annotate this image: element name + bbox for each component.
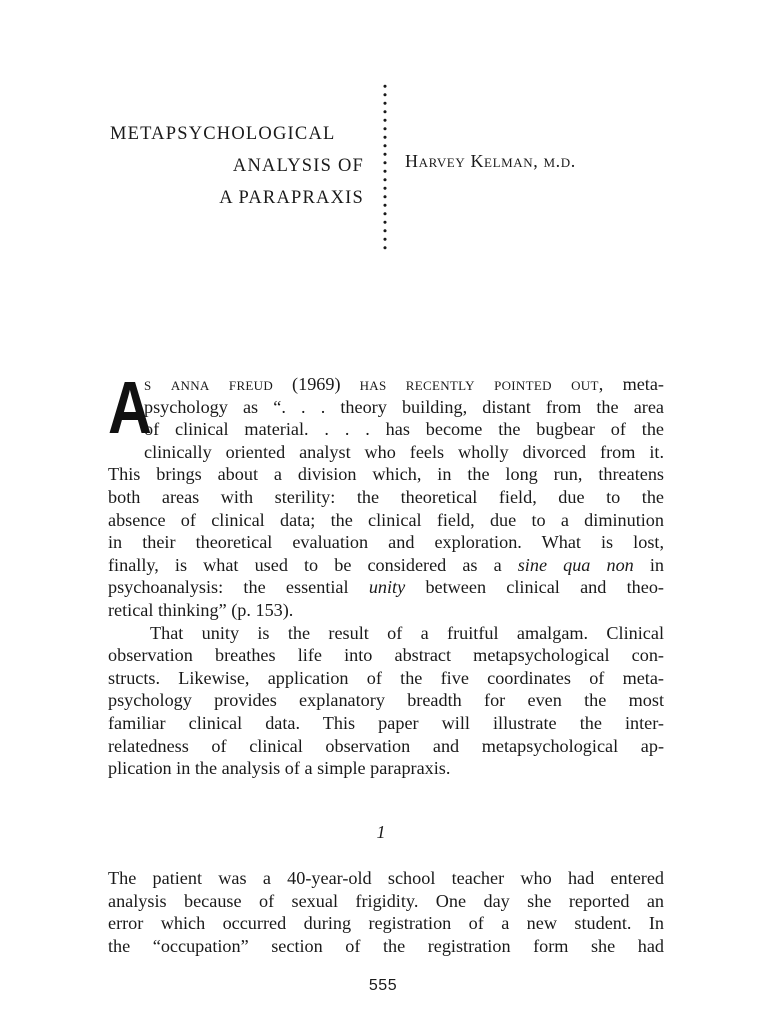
drop-cap: A [108, 366, 152, 449]
text-line: psychology as “. . . theory building, distant from the area [144, 396, 664, 417]
citation-year: (1969) [292, 374, 341, 394]
text-line: plication in the analysis of a simple parapraxis. [108, 758, 451, 779]
text-line: retical thinking” (p. 153). [108, 599, 294, 620]
author-first-name: Harvey [405, 151, 466, 171]
body-text-intro [108, 366, 665, 780]
author-byline [405, 151, 576, 172]
body-text-section-1 [108, 867, 664, 957]
paragraph-2 [108, 622, 664, 780]
author-degree: m.d. [543, 151, 576, 171]
page-number-text: 555 [368, 977, 398, 994]
text-line: absence of clinical data; the clinical field, due to a diminution [108, 509, 664, 530]
title-line-2: ANALYSIS OF [232, 156, 364, 176]
text-line [108, 576, 664, 599]
text-line: of clinical material. . . . has become the bugbear of the [144, 419, 664, 440]
italic-word: unity [368, 577, 406, 598]
paragraph-intro [108, 366, 665, 622]
text-line: The patient was a 40-year-old school teacher who had entered [108, 868, 664, 888]
text-line: familiar clinical data. This paper will illustrate the inter- [108, 712, 664, 733]
text-line: This brings about a division which, in the long run, threatens [108, 464, 664, 485]
text-line: error which occurred during registration of a new student. In [108, 913, 664, 934]
text-line: That unity is the result of a fruitful amalgam. Clinical [150, 622, 664, 643]
text-line: clinically oriented analyst who feels wholly divorced from it. [144, 441, 664, 462]
text-run: meta- [622, 374, 664, 394]
text-line: both areas with sterility: the theoretical field, due to the [108, 486, 664, 507]
text-run: psychoanalysis: the essential [108, 577, 349, 598]
italic-phrase: sine qua non [517, 554, 634, 575]
text-run: between clinical and theo- [425, 577, 664, 598]
text-line: the “occupation” section of the registration form she had [108, 935, 664, 956]
text-line: relatedness of clinical observation and metapsychological ap- [108, 735, 664, 756]
section-number-text: 1 [376, 822, 386, 842]
text-line: psychology provides explanatory breadth for even the most [108, 690, 664, 711]
text-line [108, 554, 664, 577]
page-number [0, 977, 768, 995]
article-title [110, 118, 366, 214]
text-line: structs. Likewise, application of the five coordinates of meta- [108, 667, 664, 688]
paragraph-3 [108, 867, 664, 957]
text-line: analysis because of sexual frigidity. One day she reported an [108, 890, 664, 911]
author-last-name: Kelman, [470, 151, 539, 171]
text-line: in their theoretical evaluation and exploration. What is lost, [108, 532, 664, 553]
dotted-divider [383, 82, 387, 252]
text-run: finally, is what used to be considered as a [108, 554, 502, 575]
text-line: observation breathes life into abstract metapsychological con- [108, 645, 664, 666]
title-line-3: A PARAPRAXIS [219, 188, 364, 208]
text-run: in [649, 554, 665, 575]
title-line-1: METAPSYCHOLOGICAL [110, 124, 336, 144]
section-number [0, 822, 768, 843]
text-line [108, 373, 664, 396]
lead-small-caps-2: has recently pointed out, [359, 374, 604, 394]
lead-small-caps: s anna freud [144, 374, 274, 394]
